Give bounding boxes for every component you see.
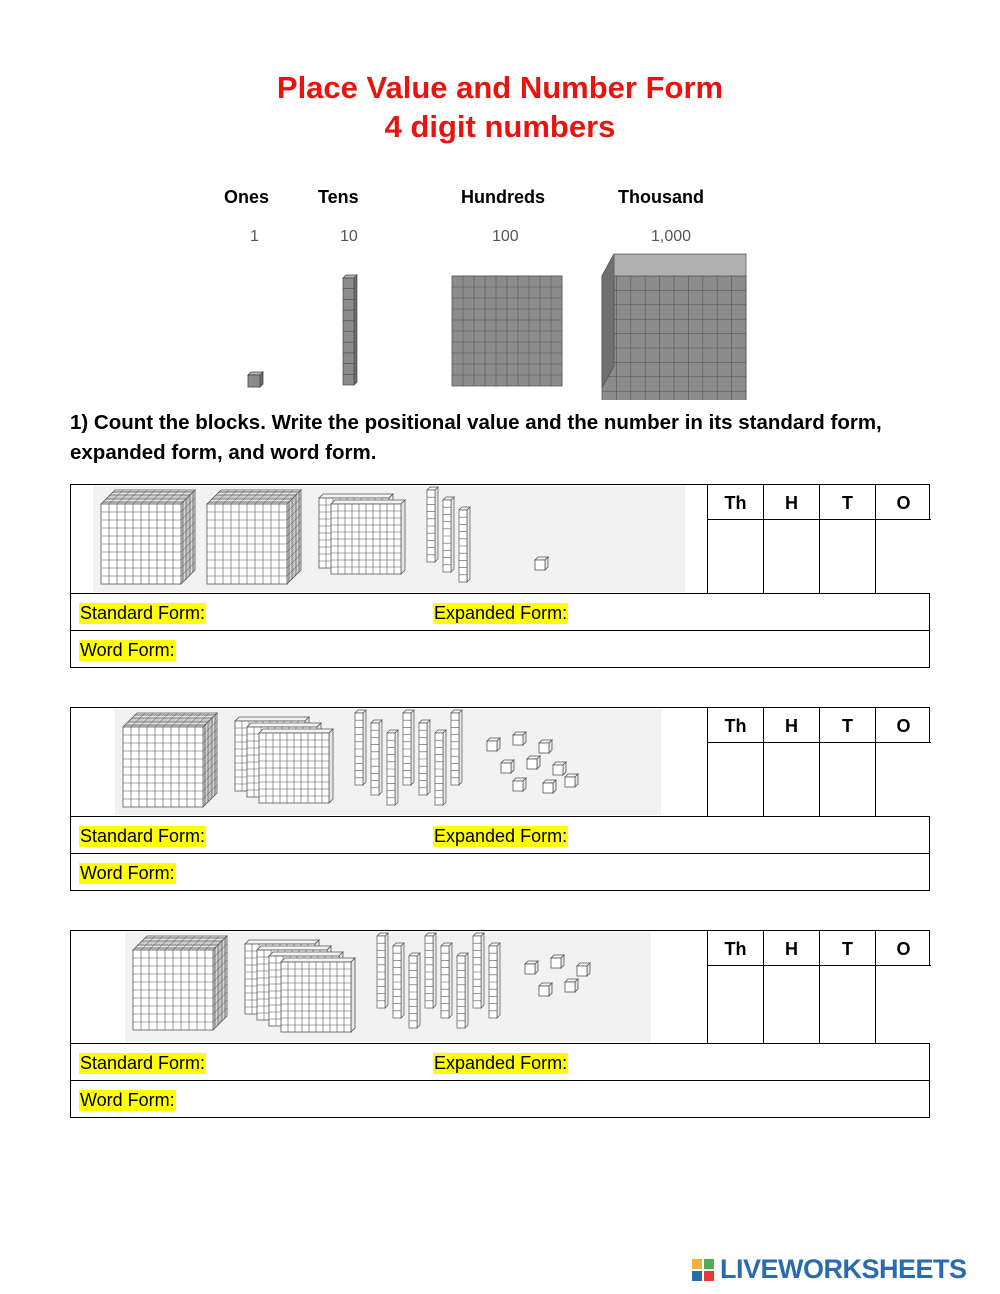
header-t: T <box>819 485 875 520</box>
place-label-thousand: Thousand <box>618 187 704 207</box>
ten-rod <box>355 710 366 785</box>
place-label-tens: Tens <box>318 187 359 207</box>
thousands-answer-cell[interactable] <box>707 743 763 816</box>
header-th: Th <box>707 931 763 966</box>
cube-thousand <box>602 276 746 400</box>
place-value-hundreds: 100 <box>492 228 519 245</box>
place-value-table <box>707 708 931 816</box>
expanded-form-label: Expanded Form: <box>434 1053 568 1073</box>
ones-answer-cell[interactable] <box>875 966 931 1043</box>
ten-rod <box>457 953 468 1028</box>
header-h: H <box>763 708 819 743</box>
header-t: T <box>819 708 875 743</box>
ten-rod <box>459 507 470 582</box>
header-h: H <box>763 931 819 966</box>
ten-rod <box>425 933 436 1008</box>
base-ten-blocks-legend <box>0 0 1000 400</box>
thousand-block <box>207 490 301 584</box>
ten-rod <box>451 710 462 785</box>
exercise-3-blocks-image <box>125 932 651 1042</box>
standard-form-label: Standard Form: <box>80 1053 206 1073</box>
one-cube <box>527 756 540 769</box>
standard-form-label: Standard Form: <box>80 603 206 623</box>
one-cube <box>525 961 538 974</box>
hundreds-answer-cell[interactable] <box>763 520 819 593</box>
hundred-flat <box>259 729 333 803</box>
ten-rod <box>393 943 404 1018</box>
word-form-label: Word Form: <box>80 640 175 660</box>
hundred-flat <box>331 500 405 574</box>
place-value-thousand: 1,000 <box>651 228 692 245</box>
place-value-table <box>707 485 931 593</box>
place-value-ones: 1 <box>250 228 259 245</box>
hundred-flat <box>281 958 355 1032</box>
one-cube <box>487 738 500 751</box>
place-value-table <box>707 931 931 1043</box>
tens-answer-cell[interactable] <box>819 520 875 593</box>
header-o: O <box>875 708 931 743</box>
exercise-1-blocks-image <box>93 486 685 592</box>
ten-rod <box>377 933 388 1008</box>
one-cube <box>539 983 552 996</box>
thousand-block <box>133 936 227 1030</box>
one-cube <box>501 760 514 773</box>
exercise-2 <box>70 707 930 891</box>
ten-rod <box>441 943 452 1018</box>
rod-ten <box>343 275 357 385</box>
ones-answer-cell[interactable] <box>875 520 931 593</box>
worksheet-title: Place Value and Number Form <box>276 70 724 105</box>
one-cube <box>539 740 552 753</box>
thousands-answer-cell[interactable] <box>707 966 763 1043</box>
instruction-text: 1) Count the blocks. Write the positional value and the number in its standard form, expanded form, and word form. <box>70 411 882 464</box>
one-cube <box>553 762 566 775</box>
one-cube <box>513 778 526 791</box>
ten-rod <box>371 720 382 795</box>
form-row-word[interactable] <box>71 1080 929 1117</box>
tens-answer-cell[interactable] <box>819 966 875 1043</box>
exercise-2-blocks-image <box>115 709 661 815</box>
worksheet-subtitle: 4 digit numbers <box>384 109 616 144</box>
unit-cube-one <box>248 372 263 387</box>
hundreds-answer-cell[interactable] <box>763 743 819 816</box>
header-th: Th <box>707 485 763 520</box>
word-form-label: Word Form: <box>80 863 175 883</box>
tens-answer-cell[interactable] <box>819 743 875 816</box>
liveworksheets-logo-text: LIVEWORKSHEETS <box>720 1254 967 1284</box>
form-row-standard-expanded[interactable] <box>71 1043 929 1081</box>
ones-answer-cell[interactable] <box>875 743 931 816</box>
header-o: O <box>875 931 931 966</box>
expanded-form-label: Expanded Form: <box>434 603 568 623</box>
exercise-3 <box>70 930 930 1118</box>
ten-rod <box>387 730 398 805</box>
thousand-block <box>123 713 217 807</box>
ten-rod <box>473 933 484 1008</box>
form-row-word[interactable] <box>71 853 929 890</box>
one-cube <box>543 780 556 793</box>
header-o: O <box>875 485 931 520</box>
ten-rod <box>489 943 500 1018</box>
hundreds-answer-cell[interactable] <box>763 966 819 1043</box>
one-cube <box>551 955 564 968</box>
header-t: T <box>819 931 875 966</box>
liveworksheets-logo-icon <box>692 1259 714 1281</box>
ten-rod <box>427 487 438 562</box>
form-row-word[interactable] <box>71 630 929 667</box>
one-cube <box>577 963 590 976</box>
flat-hundred <box>452 276 562 386</box>
one-cube <box>513 732 526 745</box>
thousands-answer-cell[interactable] <box>707 520 763 593</box>
header-th: Th <box>707 708 763 743</box>
place-label-hundreds: Hundreds <box>461 187 546 207</box>
one-cube <box>565 979 578 992</box>
expanded-form-label: Expanded Form: <box>434 826 568 846</box>
ten-rod <box>419 720 430 795</box>
place-value-tens: 10 <box>340 228 358 245</box>
one-cube <box>565 774 578 787</box>
form-row-standard-expanded[interactable] <box>71 816 929 854</box>
header-h: H <box>763 485 819 520</box>
word-form-label: Word Form: <box>80 1090 175 1110</box>
exercise-1 <box>70 484 930 668</box>
standard-form-label: Standard Form: <box>80 826 206 846</box>
ten-rod <box>409 953 420 1028</box>
ten-rod <box>403 710 414 785</box>
ten-rod <box>443 497 454 572</box>
thousand-block <box>101 490 195 584</box>
place-label-ones: Ones <box>224 187 270 207</box>
one-cube <box>535 557 548 570</box>
ten-rod <box>435 730 446 805</box>
form-row-standard-expanded[interactable] <box>71 593 929 631</box>
